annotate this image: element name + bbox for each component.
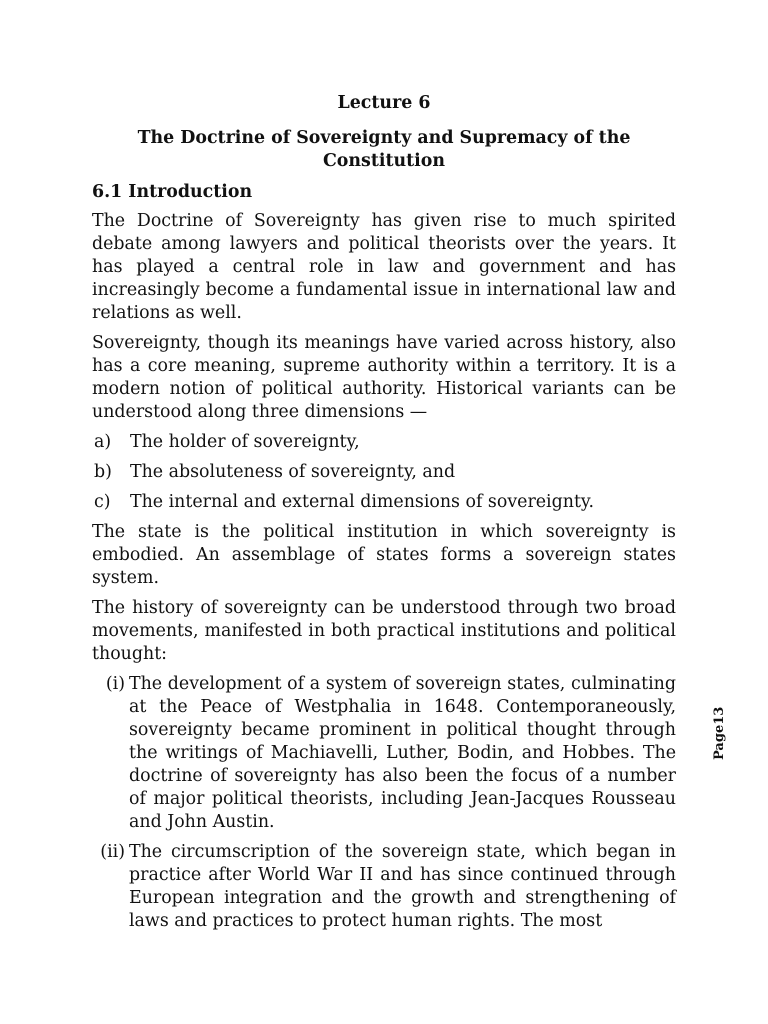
document-title <box>92 127 676 173</box>
list-item-text: The circumscription of the sovereign state, which began in practice after World War II and has since continued through European integration and the growth and strengthening of laws and practices to protect human rights. The most <box>129 842 676 931</box>
list-item <box>92 431 676 454</box>
list-item-text: The internal and external dimensions of sovereignty. <box>130 492 594 512</box>
paragraph-intro: The Doctrine of Sovereignty has given rise to much spirited debate among lawyers and political theorists over the years. It has played a central role in law and government and has increasingly become a fundamental issue in international law and relations as well. <box>92 211 676 323</box>
list-item-marker: a) <box>94 432 112 452</box>
dimensions-list <box>92 431 676 514</box>
list-item-marker: (i) <box>105 674 125 694</box>
list-item <box>92 673 676 834</box>
list-item-text: The holder of sovereignty, <box>130 432 360 452</box>
list-item-marker: b) <box>94 462 112 482</box>
paragraph-core-meaning: Sovereignty, though its meanings have varied across history, also has a core meaning, supreme authority within a territory. It is a modern notion of political authority. Historical variants can be understood along three dimensions — <box>92 333 676 422</box>
list-item <box>92 491 676 514</box>
document-page <box>92 92 676 940</box>
list-item-marker: c) <box>94 492 111 512</box>
list-item-text: The development of a system of sovereign states, culminating at the Peace of Westphalia in 1648. Contemporaneously, sovereignty became prominent in political thought through the writings of Machiavelli, Luther, Bodin, and Hobbes. The doctrine of sovereignty has also been the focus of a number of major political theorists, including Jean-Jacques Rousseau and John Austin. <box>129 674 676 832</box>
paragraph-history: The history of sovereignty can be understood through two broad movements, manifested in both practical institutions and political thought: <box>92 598 676 664</box>
list-item-text: The absoluteness of sovereignty, and <box>130 462 456 482</box>
document-title-line-2: Constitution <box>322 151 446 171</box>
document-title-line-1: The Doctrine of Sovereignty and Supremacy of the <box>137 128 631 148</box>
list-item <box>92 841 676 933</box>
paragraph-state: The state is the political institution in which sovereignty is embodied. An assemblage of states forms a sovereign states system. <box>92 522 676 588</box>
list-item <box>92 461 676 484</box>
movements-list <box>92 673 676 933</box>
section-heading: 6.1 Introduction <box>92 182 253 202</box>
page-number: Page13 <box>712 706 727 760</box>
list-item-marker: (ii) <box>100 842 125 862</box>
lecture-label: Lecture 6 <box>337 93 431 113</box>
